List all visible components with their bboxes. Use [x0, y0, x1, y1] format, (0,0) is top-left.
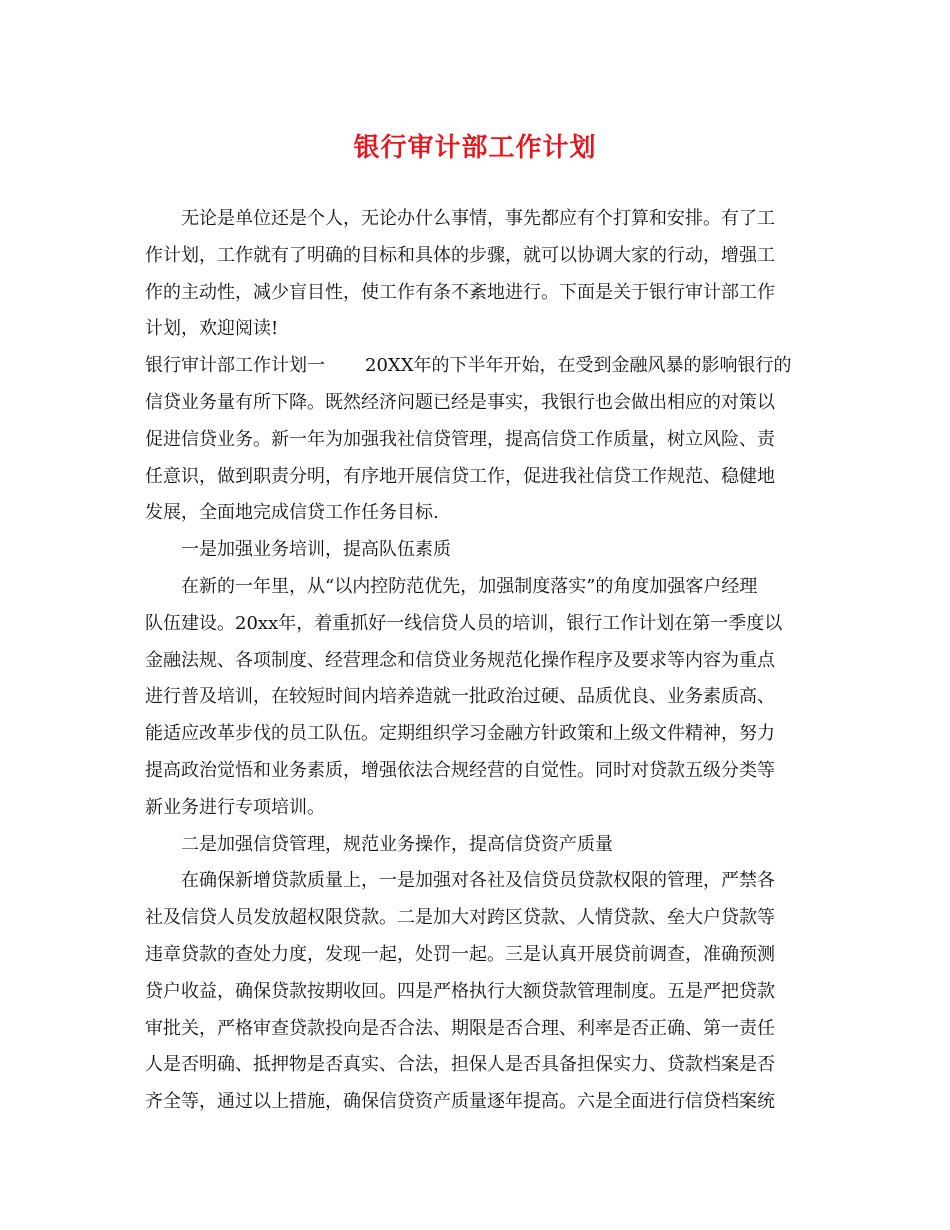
- text-line: [145, 348, 805, 385]
- text-line: [145, 643, 805, 680]
- text-line: [145, 459, 805, 496]
- text-line-content: 在确保新增贷款质量上，一是加强对各社及信贷员贷款权限的管理，严禁各: [181, 870, 775, 892]
- text-line-content: 一是加强业务培训，提高队伍素质: [181, 539, 451, 561]
- text-line: [145, 679, 805, 716]
- text-line: [145, 1084, 805, 1121]
- text-line-content: 信贷业务量有所下降。既然经济问题已经是事实，我银行也会做出相应的对策以: [145, 391, 775, 413]
- text-line: [145, 532, 805, 569]
- text-line-content: 无论是单位还是个人，无论办什么事情，事先都应有个打算和安排。有了工: [181, 208, 775, 229]
- text-line: [145, 238, 805, 275]
- text-line-content: 队伍建设。20xx年，着重抓好一线信贷人员的培训，银行工作计划在第一季度以: [145, 612, 783, 634]
- text-line-content: 作的主动性，减少盲目性，使工作有条不紊地进行。下面是关于银行审计部工作: [145, 281, 775, 303]
- document-body: [145, 201, 805, 1121]
- text-line: [145, 201, 805, 238]
- text-line: [145, 1011, 805, 1048]
- text-line: [145, 974, 805, 1011]
- text-line: [145, 385, 805, 422]
- text-line-content: 发展，全面地完成信贷工作任务目标.: [145, 502, 439, 524]
- text-line: [145, 716, 805, 753]
- text-line-content: 社及信贷人员发放超权限贷款。二是加大对跨区贷款、人情贷款、垒大户贷款等: [145, 907, 775, 929]
- text-line-content: 新业务进行专项培训。: [145, 796, 325, 818]
- text-line-content: 人是否明确、抵押物是否真实、合法，担保人是否具备担保实力、贷款档案是否: [145, 1054, 775, 1076]
- text-line: [145, 900, 805, 937]
- text-line-content: 计划，欢迎阅读!: [145, 318, 279, 340]
- text-line-content: 二是加强信贷管理，规范业务操作，提高信贷资产质量: [181, 833, 613, 855]
- text-line: [145, 311, 805, 348]
- text-line: [145, 790, 805, 827]
- text-line-content: 贷户收益，确保贷款按期收回。四是严格执行大额贷款管理制度。五是严把贷款: [145, 980, 775, 1002]
- text-line-content: 金融法规、各项制度、经营理念和信贷业务规范化操作程序及要求等内容为重点: [145, 649, 775, 671]
- text-line: [145, 495, 805, 532]
- text-line-content: 齐全等，通过以上措施，确保信贷资产质量逐年提高。六是全面进行信贷档案统: [145, 1091, 775, 1113]
- text-line-content: 作计划，工作就有了明确的目标和具体的步骤，就可以协调大家的行动，增强工: [145, 244, 775, 266]
- text-line: [145, 863, 805, 900]
- text-line-content: 违章贷款的查处力度，发现一起，处罚一起。三是认真开展贷前调查，准确预测: [145, 943, 775, 965]
- text-line-content: 银行审计部工作计划一: [145, 355, 325, 377]
- text-line-content: 审批关，严格审查贷款投向是否合法、期限是否合理、利率是否正确、第一责任: [145, 1017, 775, 1039]
- text-line: [145, 937, 805, 974]
- text-line: [145, 827, 805, 864]
- text-line: [145, 275, 805, 312]
- text-line-content: 任意识，做到职责分明，有序地开展信贷工作，促进我社信贷工作规范、稳健地: [145, 465, 775, 487]
- text-line: [145, 569, 805, 606]
- text-line: [145, 1047, 805, 1084]
- text-line: [145, 606, 805, 643]
- text-line-content: 能适应改革步伐的员工队伍。定期组织学习金融方针政策和上级文件精神，努力: [145, 723, 775, 745]
- text-line: [145, 422, 805, 459]
- text-line-continuation: 20XX年的下半年开始，在受到金融风暴的影响银行的: [365, 355, 792, 377]
- text-line-content: 提高政治觉悟和业务素质，增强依法合规经营的自觉性。同时对贷款五级分类等: [145, 759, 775, 781]
- text-line-content: 进行普及培训，在较短时间内培养造就一批政治过硬、品质优良、业务素质高、: [145, 686, 775, 708]
- text-line: [145, 753, 805, 790]
- text-line-content: 在新的一年里，从“以内控防范优先，加强制度落实”的角度加强客户经理: [181, 575, 758, 597]
- text-line-content: 促进信贷业务。新一年为加强我社信贷管理，提高信贷工作质量，树立风险、责: [145, 428, 775, 450]
- document-title: 银行审计部工作计划: [353, 133, 597, 163]
